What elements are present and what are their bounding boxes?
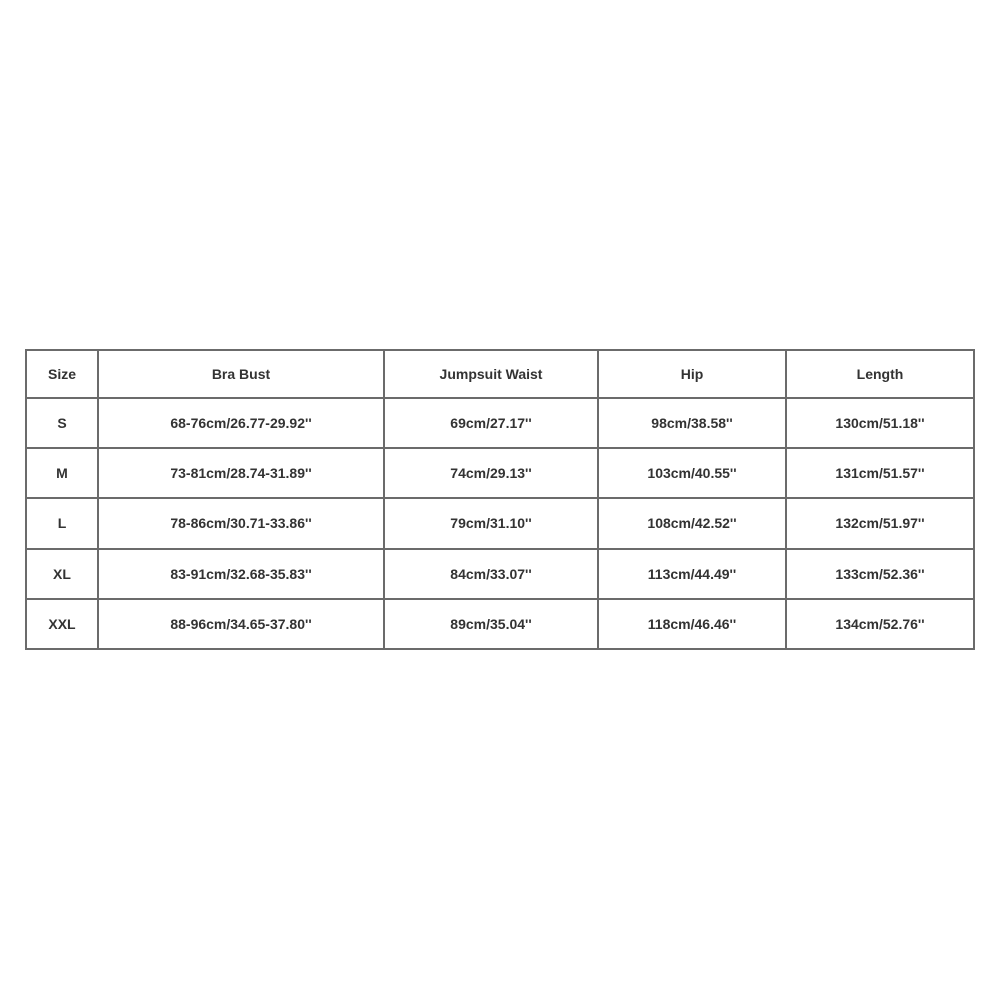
jumpsuit-waist-cell: 69cm/27.17'' [384, 398, 598, 448]
hip-cell: 113cm/44.49'' [598, 549, 786, 599]
header-size: Size [26, 350, 98, 398]
header-length: Length [786, 350, 974, 398]
length-cell: 130cm/51.18'' [786, 398, 974, 448]
size-chart-table [25, 349, 975, 650]
bra-bust-cell: 83-91cm/32.68-35.83'' [98, 549, 384, 599]
size-cell: XL [26, 549, 98, 599]
length-cell: 134cm/52.76'' [786, 599, 974, 649]
length-cell: 133cm/52.36'' [786, 549, 974, 599]
jumpsuit-waist-cell: 74cm/29.13'' [384, 448, 598, 498]
size-cell: L [26, 498, 98, 548]
header-bra-bust: Bra Bust [98, 350, 384, 398]
header-row [26, 350, 974, 398]
table-row [26, 448, 974, 498]
hip-cell: 108cm/42.52'' [598, 498, 786, 548]
bra-bust-cell: 73-81cm/28.74-31.89'' [98, 448, 384, 498]
jumpsuit-waist-cell: 89cm/35.04'' [384, 599, 598, 649]
size-cell: S [26, 398, 98, 448]
table-row [26, 498, 974, 548]
hip-cell: 118cm/46.46'' [598, 599, 786, 649]
size-cell: XXL [26, 599, 98, 649]
jumpsuit-waist-cell: 79cm/31.10'' [384, 498, 598, 548]
length-cell: 132cm/51.97'' [786, 498, 974, 548]
jumpsuit-waist-cell: 84cm/33.07'' [384, 549, 598, 599]
size-cell: M [26, 448, 98, 498]
table-row [26, 599, 974, 649]
hip-cell: 103cm/40.55'' [598, 448, 786, 498]
bra-bust-cell: 78-86cm/30.71-33.86'' [98, 498, 384, 548]
hip-cell: 98cm/38.58'' [598, 398, 786, 448]
header-hip: Hip [598, 350, 786, 398]
header-jumpsuit-waist: Jumpsuit Waist [384, 350, 598, 398]
length-cell: 131cm/51.57'' [786, 448, 974, 498]
bra-bust-cell: 88-96cm/34.65-37.80'' [98, 599, 384, 649]
bra-bust-cell: 68-76cm/26.77-29.92'' [98, 398, 384, 448]
table-row [26, 549, 974, 599]
table-row [26, 398, 974, 448]
